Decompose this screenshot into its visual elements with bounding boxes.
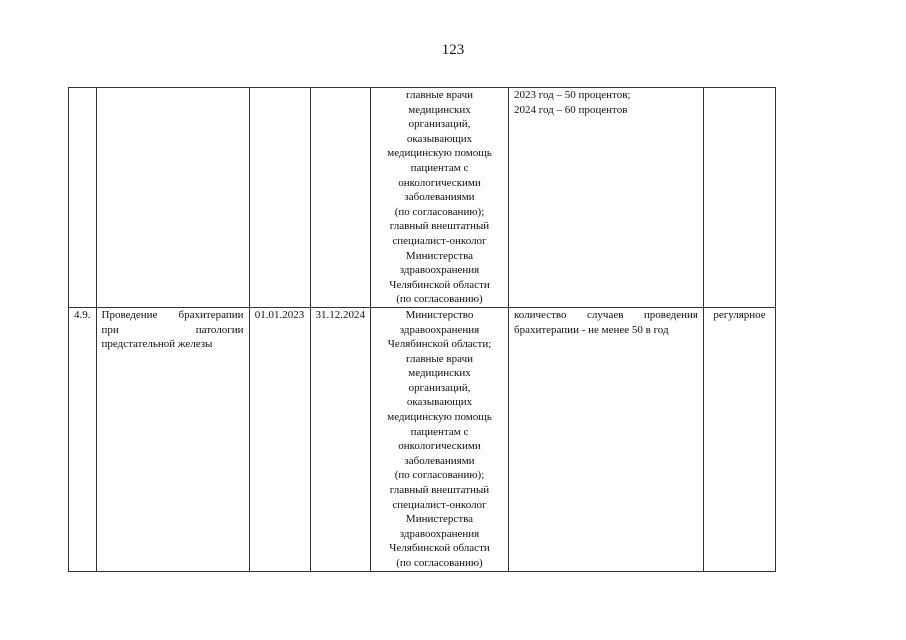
responsible-line: (по согласованию) [396,557,483,569]
indicator-cell [509,88,704,308]
responsible-line: Челябинской области [389,542,490,555]
end-date-cell [310,88,371,308]
measure-name-cell [96,88,249,308]
responsible-line: заболеваниями [404,454,475,467]
responsible-line: специалист-онколог [392,498,487,511]
responsible-line: организаций, [408,381,471,394]
responsible-line: Министерства [405,513,474,526]
responsible-line: здравоохранения [399,323,480,336]
responsible-line: онкологическими [398,440,481,453]
end-date-cell: 31.12.2024 [310,307,371,571]
responsible-line: медицинскую помощь [387,147,492,160]
indicator-cell [509,307,704,571]
responsible-line: специалист-онколог [392,234,487,247]
row-number-cell [69,88,97,308]
responsible-line: организаций, [408,118,471,131]
responsible-line: главные врачи [406,89,473,101]
measure-name-line: при патологии [101,323,244,336]
measure-name-cell [96,307,249,571]
responsible-line: заболеваниями [404,191,475,204]
periodicity-cell [704,88,776,308]
responsible-line: (по согласованию) [396,293,483,306]
indicator-line: брахитерапии - не менее 50 в год [514,323,669,336]
responsible-line: главный внештатный [389,220,490,233]
responsible-line: здравоохранения [399,264,480,277]
responsible-line: (по согласованию); [394,205,485,218]
responsible-line: Министерства [405,249,474,262]
responsible-line: главный внештатный [389,484,490,497]
responsible-line: главные врачи [406,352,473,365]
table-row [69,307,776,571]
table-row [69,88,776,308]
responsible-line: Челябинской области; [387,338,492,351]
responsible-line: пациентам с [410,425,469,438]
responsible-line: здравоохранения [399,527,480,540]
start-date-cell [249,88,310,308]
responsible-line: медицинских [408,367,471,380]
indicator-line: количество случаев проведения [514,308,698,321]
start-date-cell: 01.01.2023 [249,307,310,571]
indicator-line: 2024 год – 60 процентов [514,103,628,116]
responsible-line: медицинскую помощь [387,411,492,424]
responsible-line: пациентам с [410,161,469,174]
periodicity-cell: регулярное [704,307,776,571]
responsible-line: оказывающих [406,396,473,409]
responsible-line: Министерство [405,308,474,321]
responsible-cell [371,307,509,571]
measure-name-line: предстательной железы [101,338,213,351]
page-number: 123 [441,42,465,58]
indicator-line: 2023 год – 50 процентов; [514,89,631,101]
row-number-cell: 4.9. [69,307,97,571]
measure-name-line: Проведение брахитерапии [101,308,244,321]
responsible-line: онкологическими [398,176,481,189]
responsible-cell [371,88,509,308]
responsible-line: медицинских [408,103,471,116]
responsible-line: Челябинской области [389,278,490,291]
responsible-line: (по согласованию); [394,469,485,482]
responsible-line: оказывающих [406,132,473,145]
measures-table [68,87,776,572]
